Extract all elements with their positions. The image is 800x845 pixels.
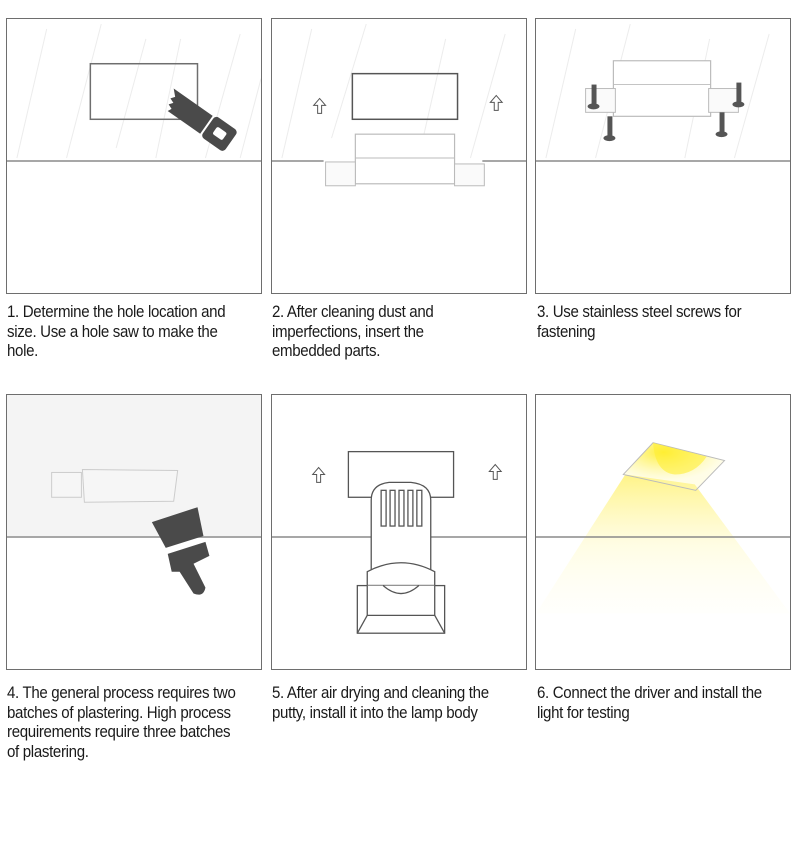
light-test-diagram — [536, 395, 790, 669]
plastering-diagram — [7, 395, 261, 669]
embedded-parts-diagram — [272, 19, 526, 293]
lamp-install-diagram — [272, 395, 526, 669]
up-arrow-icon — [490, 95, 502, 110]
step-3-caption: 3. Use stainless steel screws for fastening — [537, 303, 742, 341]
ceiling-cut-diagram — [7, 19, 261, 293]
step-4-caption: 4. The general process requires two batches of plastering. High process requirements require three batches of plastering. — [7, 684, 236, 761]
step-6-caption: 6. Connect the driver and install the light for testing — [537, 684, 762, 722]
step-5-caption: 5. After air drying and cleaning the putty, install it into the lamp body — [272, 684, 489, 722]
step-6-illustration — [535, 394, 791, 670]
step-2-caption: 2. After cleaning dust and imperfections, insert the embedded parts. — [272, 303, 434, 361]
up-arrow-icon — [314, 98, 326, 113]
step-2-illustration — [271, 18, 527, 294]
step-3-illustration — [535, 18, 791, 294]
downlight-icon — [357, 482, 444, 633]
step-1-caption: 1. Determine the hole location and size. Use a hole saw to make the hole. — [7, 303, 226, 361]
step-1-illustration — [6, 18, 262, 294]
step-5-illustration — [271, 394, 527, 670]
up-arrow-icon — [313, 468, 325, 483]
light-beam-icon — [536, 474, 790, 613]
step-4-illustration — [6, 394, 262, 670]
screw-fastening-diagram — [536, 19, 790, 293]
up-arrow-icon — [489, 465, 501, 480]
